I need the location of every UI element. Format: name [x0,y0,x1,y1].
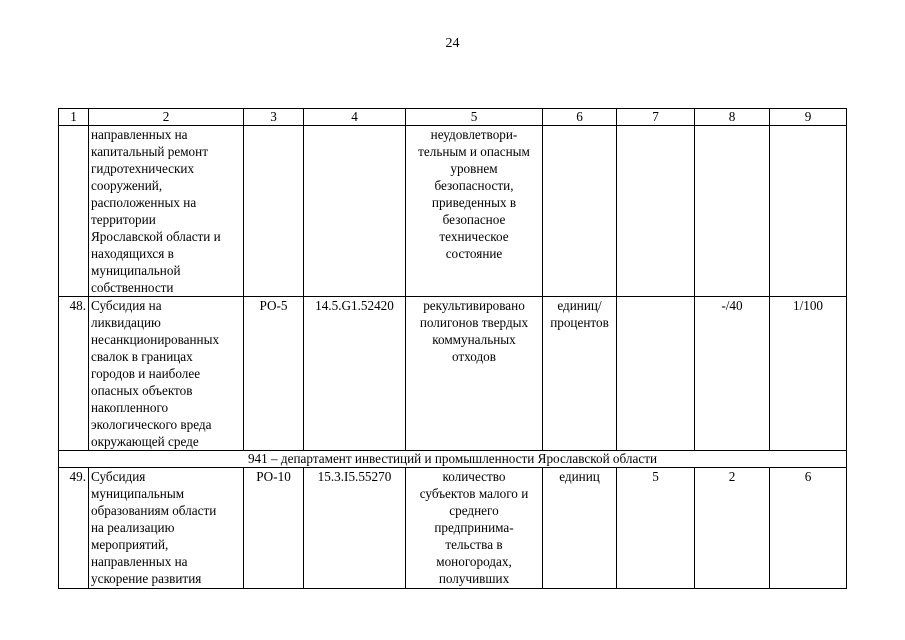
section-title: 941 – департамент инвестиций и промышленности Ярославской области [59,451,847,468]
subsidy-name: Субсидия муниципальным образованиям области на реализацию мероприятий, направленных на ускорение развития [89,468,244,589]
column-header: 1 [59,109,89,126]
unit-cell: единиц [543,468,617,589]
column-header: 9 [770,109,847,126]
indicator-table [58,108,847,589]
section-row [59,451,847,468]
row-number: 48. [59,297,89,451]
cell-col9: 1/100 [770,297,847,451]
column-header: 5 [406,109,543,126]
subsidy-name: направленных на капитальный ремонт гидротехнических сооружений, расположенных на территории Ярославской области и находящихся в муниципальной собственности [89,126,244,297]
column-header: 8 [695,109,770,126]
indicator-name: количество субъектов малого и среднего предпринима- тельства в моногородах, получивших [406,468,543,589]
cell-col4 [304,126,406,297]
table-row [59,297,847,451]
cell-col8 [695,126,770,297]
cell-col3: РО-5 [244,297,304,451]
subsidy-name: Субсидия на ликвидацию несанкционированных свалок в границах городов и наиболее опасных объектов накопленного экологического вреда окружающей среде [89,297,244,451]
unit-cell [543,126,617,297]
table-row [59,126,847,297]
cell-col8: -/40 [695,297,770,451]
table-header-row [59,109,847,126]
cell-col7: 5 [617,468,695,589]
column-header: 2 [89,109,244,126]
cell-col7 [617,297,695,451]
cell-col8: 2 [695,468,770,589]
indicator-name: рекультивировано полигонов твердых коммунальных отходов [406,297,543,451]
row-number [59,126,89,297]
unit-cell: единиц/ процентов [543,297,617,451]
table-row [59,468,847,589]
cell-col3 [244,126,304,297]
column-header: 7 [617,109,695,126]
cell-col3: РО-10 [244,468,304,589]
indicator-name: неудовлетвори- тельным и опасным уровнем безопасности, приведенных в безопасное техническое состояние [406,126,543,297]
cell-col4: 15.3.I5.55270 [304,468,406,589]
page-number: 24 [445,36,460,51]
column-header: 4 [304,109,406,126]
cell-col9: 6 [770,468,847,589]
column-header: 6 [543,109,617,126]
column-header: 3 [244,109,304,126]
cell-col9 [770,126,847,297]
row-number: 49. [59,468,89,589]
cell-col4: 14.5.G1.52420 [304,297,406,451]
cell-col7 [617,126,695,297]
